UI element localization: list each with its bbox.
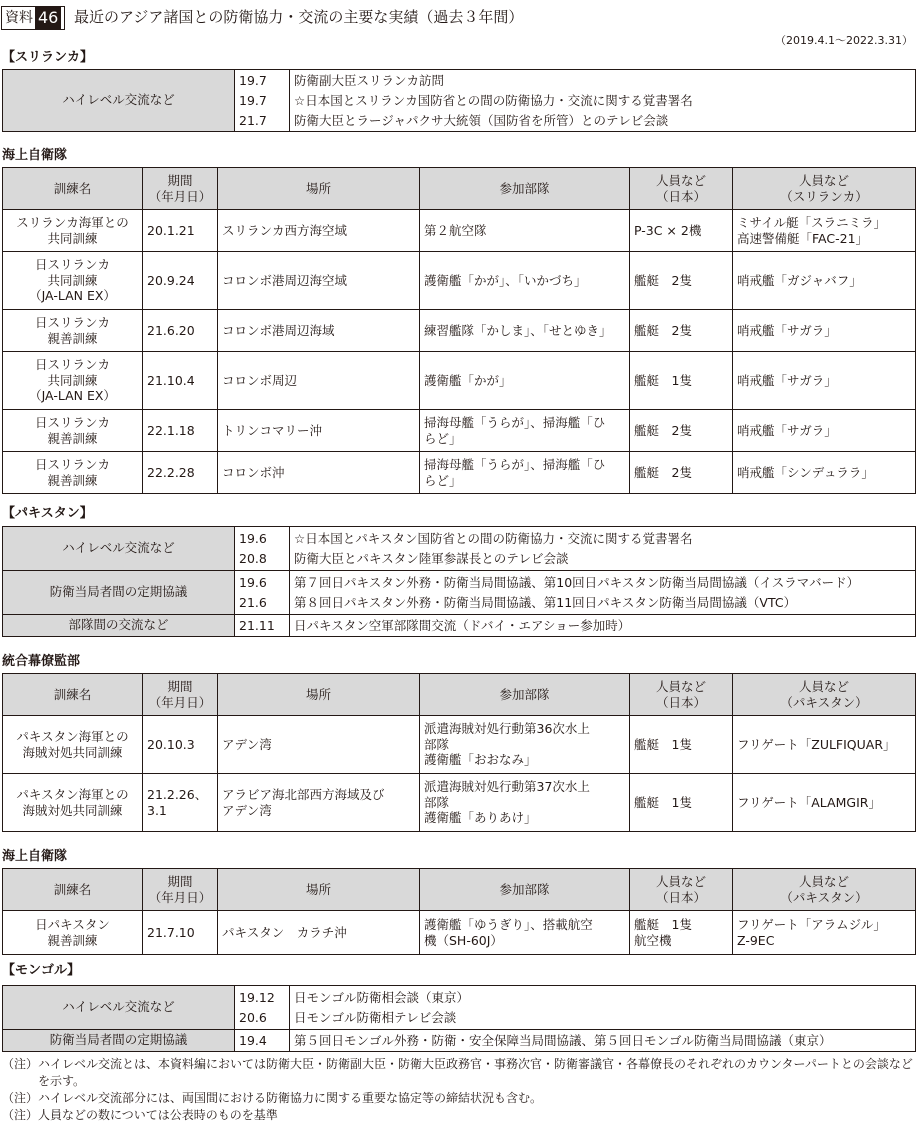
exchange-event: 防衛副大臣スリランカ訪問 (294, 72, 445, 88)
column-header: 参加部隊 (420, 674, 630, 716)
table-row (3, 1030, 916, 1052)
exchange-date: 20.6 (239, 1009, 267, 1025)
section-heading-msdf: 海上自衛隊 (2, 148, 68, 163)
training-name: 日スリランカ 親善訓練 (3, 310, 143, 352)
training-date: 20.9.24 (143, 252, 218, 310)
personnel-partner: 哨戒艦「ガジャバフ」 (733, 252, 916, 310)
exchange-event: 第８回日パキスタン外務・防衛当局間協議、第11回日パキスタン防衛当局間協議（VTC） (294, 594, 797, 610)
personnel-partner: フリゲート「アラムジル」 Z-9EC (733, 911, 916, 955)
training-location: パキスタン カラチ沖 (218, 911, 420, 955)
footnote-text: 人員などの数については公表時のものを基準 (38, 1108, 278, 1122)
pakistan-joint-staff-table (2, 673, 916, 832)
column-header: 人員など （パキスタン） (733, 869, 916, 911)
table-header-row (3, 869, 916, 911)
table-row (3, 615, 916, 637)
exchange-dates (235, 986, 290, 1030)
exchange-event: 防衛大臣とパキスタン陸軍参謀長とのテレビ会談 (294, 550, 569, 566)
participating-units: 掃海母艦「うらが」、掃海艦「ひ らど」 (420, 410, 630, 452)
section-heading-sri-lanka: 【スリランカ】 (2, 50, 94, 65)
participating-units: 練習艦隊「かしま」、「せとゆき」 (420, 310, 630, 352)
participating-units: 掃海母艦「うらが」、掃海艦「ひ らど」 (420, 452, 630, 494)
participating-units: 派遣海賊対処行動第36次水上 部隊 護衛艦「おおなみ」 (420, 716, 630, 774)
section-heading-msdf-pakistan: 海上自衛隊 (2, 849, 68, 864)
table-row (3, 986, 916, 1030)
column-header: 人員など （日本） (630, 674, 733, 716)
table-row (3, 774, 916, 832)
section-heading-mongolia: 【モンゴル】 (2, 963, 81, 978)
material-label (1, 6, 65, 30)
footnote-tag: （注） (2, 1108, 39, 1122)
exchange-event: ☆日本国とパキスタン国防省との間の防衛協力・交流に関する覚書署名 (294, 530, 693, 546)
training-date: 20.1.21 (143, 210, 218, 252)
column-header: 訓練名 (3, 674, 143, 716)
training-name: パキスタン海軍との 海賊対処共同訓練 (3, 774, 143, 832)
footnote-tag: （注） (2, 1057, 39, 1071)
sri-lanka-exchange-table (2, 69, 916, 132)
exchange-category: 部隊間の交流など (3, 615, 235, 637)
sri-lanka-msdf-table (2, 167, 916, 494)
personnel-partner: 哨戒艦「サガラ」 (733, 410, 916, 452)
column-header: 参加部隊 (420, 168, 630, 210)
training-date: 22.1.18 (143, 410, 218, 452)
training-date: 21.2.26、 3.1 (143, 774, 218, 832)
exchange-category: 防衛当局者間の定期協議 (3, 571, 235, 615)
footnote-text: ハイレベル交流部分には、両国間における防衛協力に関する重要な協定等の締結状況も含む。 (38, 1091, 543, 1105)
exchange-events (290, 615, 916, 637)
pakistan-msdf-table (2, 868, 916, 955)
training-name: パキスタン海軍との 海賊対処共同訓練 (3, 716, 143, 774)
footnote-text: ハイレベル交流とは、本資料編においては防衛大臣・防衛副大臣・防衛大臣政務官・事務次官・防衛審議官・各幕僚長のそれぞれのカウンターパートとの会談などを示す。 (38, 1057, 913, 1088)
exchange-date: 19.7 (239, 92, 267, 108)
personnel-japan: 艦艇 2隻 (630, 452, 733, 494)
column-header: 場所 (218, 168, 420, 210)
participating-units: 派遣海賊対処行動第37次水上 部隊 護衛艦「ありあけ」 (420, 774, 630, 832)
footnotes (2, 1056, 914, 1124)
training-date: 21.7.10 (143, 911, 218, 955)
exchange-events (290, 527, 916, 571)
exchange-category: ハイレベル交流など (3, 527, 235, 571)
exchange-dates (235, 1030, 290, 1052)
exchange-date: 21.7 (239, 112, 267, 128)
footnote (2, 1056, 914, 1090)
training-location: スリランカ西方海空域 (218, 210, 420, 252)
personnel-partner: フリゲート「ZULFIQUAR」 (733, 716, 916, 774)
personnel-japan: 艦艇 2隻 (630, 252, 733, 310)
exchange-date: 21.11 (239, 617, 275, 633)
exchange-date: 19.7 (239, 72, 267, 88)
exchange-dates (235, 615, 290, 637)
training-date: 22.2.28 (143, 452, 218, 494)
column-header: 人員など （日本） (630, 168, 733, 210)
table-header-row (3, 168, 916, 210)
exchange-event: 日パキスタン空軍部隊間交流（ドバイ・エアショー参加時） (294, 617, 631, 633)
column-header: 訓練名 (3, 869, 143, 911)
exchange-dates (235, 70, 290, 132)
table-row (3, 911, 916, 955)
exchange-event: ☆日本国とスリランカ国防省との間の防衛協力・交流に関する覚書署名 (294, 92, 693, 108)
exchange-event: 防衛大臣とラージャパクサ大統領（国防省を所管）とのテレビ会談 (294, 112, 669, 128)
training-name: 日スリランカ 親善訓練 (3, 410, 143, 452)
exchange-category: ハイレベル交流など (3, 70, 235, 132)
training-name: 日スリランカ 親善訓練 (3, 452, 143, 494)
column-header: 場所 (218, 869, 420, 911)
training-date: 21.10.4 (143, 352, 218, 410)
column-header: 参加部隊 (420, 869, 630, 911)
footnote (2, 1090, 914, 1107)
training-name: 日スリランカ 共同訓練 （JA-LAN EX） (3, 352, 143, 410)
exchange-date: 20.8 (239, 550, 267, 566)
footnote-tag: （注） (2, 1091, 39, 1105)
exchange-date: 19.6 (239, 574, 267, 590)
exchange-events (290, 986, 916, 1030)
table-row (3, 310, 916, 352)
pakistan-exchange-table (2, 526, 916, 637)
training-date: 20.10.3 (143, 716, 218, 774)
table-row (3, 70, 916, 132)
training-location: トリンコマリー沖 (218, 410, 420, 452)
column-header: 人員など （日本） (630, 869, 733, 911)
training-location: コロンボ港周辺海空域 (218, 252, 420, 310)
table-header-row (3, 674, 916, 716)
column-header: 人員など （スリランカ） (733, 168, 916, 210)
training-name: 日パキスタン 親善訓練 (3, 911, 143, 955)
section-heading-pakistan: 【パキスタン】 (2, 506, 93, 521)
footnote (2, 1107, 914, 1124)
exchange-events (290, 571, 916, 615)
column-header: 期間 （年月日） (143, 869, 218, 911)
table-row (3, 716, 916, 774)
personnel-japan: 艦艇 1隻 (630, 352, 733, 410)
participating-units: 護衛艦「かが」 (420, 352, 630, 410)
column-header: 人員など （パキスタン） (733, 674, 916, 716)
table-row (3, 210, 916, 252)
exchange-category: ハイレベル交流など (3, 986, 235, 1030)
training-location: アデン湾 (218, 716, 420, 774)
personnel-partner: 哨戒艦「サガラ」 (733, 352, 916, 410)
column-header: 期間 （年月日） (143, 168, 218, 210)
exchange-events (290, 70, 916, 132)
period-range: （2019.4.1〜2022.3.31） (775, 34, 913, 47)
mongolia-exchange-table (2, 985, 916, 1052)
section-heading-joint-staff: 統合幕僚監部 (2, 654, 81, 669)
document-header (0, 6, 919, 32)
exchange-date: 19.4 (239, 1032, 267, 1048)
personnel-japan: 艦艇 1隻 (630, 774, 733, 832)
exchange-date: 21.6 (239, 594, 267, 610)
column-header: 訓練名 (3, 168, 143, 210)
personnel-partner: ミサイル艇「スラニミラ」 高速警備艇「FAC-21」 (733, 210, 916, 252)
training-location: コロンボ沖 (218, 452, 420, 494)
exchange-dates (235, 527, 290, 571)
training-name: 日スリランカ 共同訓練 （JA-LAN EX） (3, 252, 143, 310)
table-row (3, 252, 916, 310)
personnel-partner: 哨戒艦「シンデュララ」 (733, 452, 916, 494)
table-row (3, 527, 916, 571)
participating-units: 護衛艦「かが」、「いかづち」 (420, 252, 630, 310)
personnel-japan: 艦艇 2隻 (630, 310, 733, 352)
personnel-partner: 哨戒艦「サガラ」 (733, 310, 916, 352)
exchange-events (290, 1030, 916, 1052)
exchange-date: 19.6 (239, 530, 267, 546)
exchange-category: 防衛当局者間の定期協議 (3, 1030, 235, 1052)
personnel-japan: 艦艇 1隻 航空機 (630, 911, 733, 955)
exchange-event: 第５回日モンゴル外務・防衛・安全保障当局間協議、第５回日モンゴル防衛当局間協議（東京） (294, 1032, 832, 1048)
personnel-japan: 艦艇 1隻 (630, 716, 733, 774)
exchange-dates (235, 571, 290, 615)
exchange-event: 日モンゴル防衛相テレビ会談 (294, 1009, 457, 1025)
training-location: コロンボ港周辺海域 (218, 310, 420, 352)
personnel-japan: P-3C × 2機 (630, 210, 733, 252)
exchange-date: 19.12 (239, 989, 275, 1005)
table-row (3, 571, 916, 615)
personnel-japan: 艦艇 2隻 (630, 410, 733, 452)
personnel-partner: フリゲート「ALAMGIR」 (733, 774, 916, 832)
table-row (3, 410, 916, 452)
participating-units: 護衛艦「ゆうぎり」、搭載航空 機（SH-60J） (420, 911, 630, 955)
training-location: コロンボ周辺 (218, 352, 420, 410)
exchange-event: 第７回日パキスタン外務・防衛当局間協議、第10回日パキスタン防衛当局間協議（イスラマバード） (294, 574, 860, 590)
column-header: 場所 (218, 674, 420, 716)
table-row (3, 452, 916, 494)
training-name: スリランカ海軍との 共同訓練 (3, 210, 143, 252)
participating-units: 第２航空隊 (420, 210, 630, 252)
exchange-event: 日モンゴル防衛相会談（東京） (294, 989, 470, 1005)
page-title: 最近のアジア諸国との防衛協力・交流の主要な実績（過去３年間） (74, 8, 524, 26)
column-header: 期間 （年月日） (143, 674, 218, 716)
training-location: アラビア海北部西方海域及び アデン湾 (218, 774, 420, 832)
training-date: 21.6.20 (143, 310, 218, 352)
table-row (3, 352, 916, 410)
material-label-prefix: 資料 (5, 9, 33, 26)
material-number: 46 (35, 7, 61, 29)
